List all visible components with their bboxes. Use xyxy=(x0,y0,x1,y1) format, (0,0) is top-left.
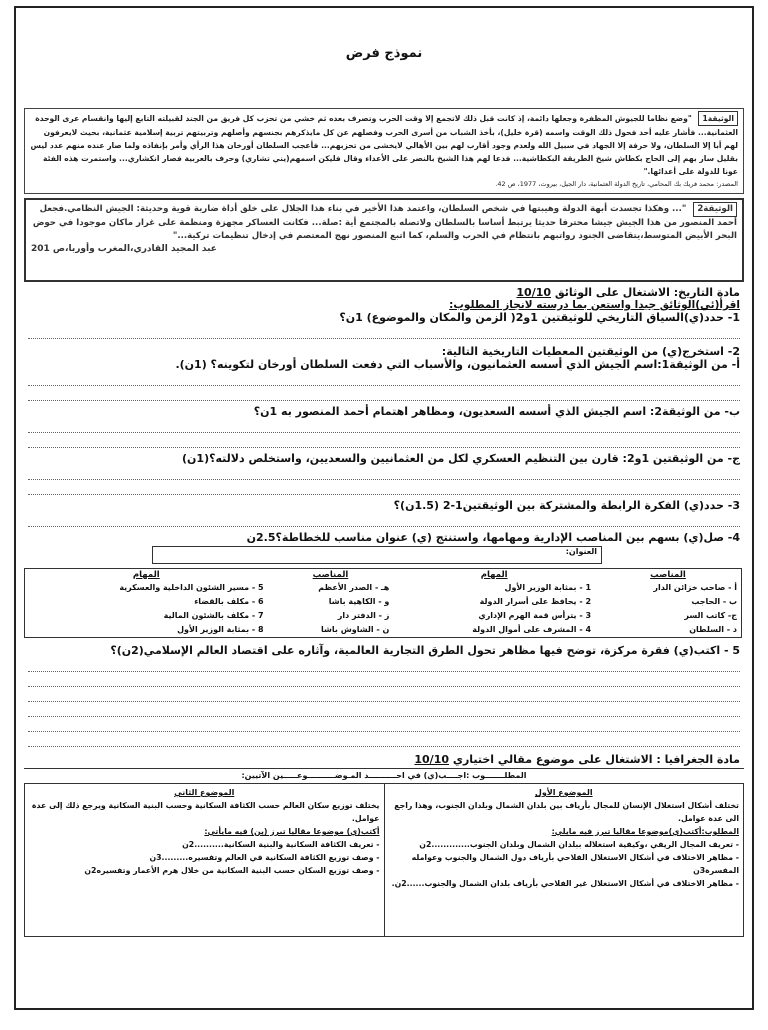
document-2-text: "... وهكذا تجسدت أبهة الدولة وهيبتها في شخص السلطان، واعتمد هذا الأخير في بناء هذا الجلال على خلق أداة ضاربة قوية وحديثة: الجيش النظامي.فجعل أحمد المنصور من هذا الجيش جيشا محترفا حديثا يرتبط أساسا بالسلطان ولاتصله بالمجتمع أية :صلة... فكانت العساكر مجهزة ومنظمة على غرار ماكان موجودا في حوض البحر الأبيض المتوسط،يتقاضى الجنود رواتبهم بانتظام في الحرب والسلم، كما اتبع المنصور نهج المعتصم في إدخال تنظيمات تركية..." xyxy=(32,204,737,241)
topic-2-head: الموضوع الثاني xyxy=(174,788,235,797)
post-item[interactable]: ز - الدفتر دار xyxy=(337,611,390,620)
topic-1-head: الموضوع الأول xyxy=(534,788,593,797)
page-title: نموذج فرض xyxy=(345,46,423,61)
task-item[interactable]: 2 - يحافظ على أسرار الدولة xyxy=(479,597,592,606)
topic-2-item: - تعريف الكثافة السكانية والبنية السكانية..........2ن xyxy=(182,840,380,849)
topic-1-item: - تعريف المجال الريفي ،وكيفية استغلاله ببلدان الشمال وبلدان الجنوب.............2ن xyxy=(419,840,739,849)
question-2: 2- استخرج(ي) من الوثيقتين المعطيات التاريخية التالية: xyxy=(441,345,740,358)
task-item[interactable]: 3 - يترأس قمة الهرم الإداري xyxy=(478,611,592,620)
posts-tasks-table xyxy=(24,568,742,638)
document-2-source: عبد المجيد القادري،المغرب وأوربا،ص 201 xyxy=(31,244,217,254)
table-header-tasks: المهام xyxy=(480,570,508,580)
document-1-text: "وضع نظاما للجيوش المظفرة وجعلها دائمة، إذ كانت قبل ذلك لاتجمع إلا وقت الحرب وتصرف بعده ثم خشي من تحزب كل فريق من الجند لقبيلته التابع إليها وانقسام عرى الوحدة العثمانية... فأشار عليه أحد فحول ذلك الوقت واسمه (قرة خليل)، بأخذ الشباب من أسرى الحرب وفصلهم عن كل مايذكرهم بجنسهم وأصلهم وتربيتهم تربية إسلامية عثمانية، بحيث لايعرفون لهم أبا إلا السلطان، ولا حرفة إلا الجهاد في سبيل الله ولعدم وجود أقارب لهم بين الأهالي لايخشى من تحزبهم... فأعجب السلطان أورخان هذا الرأي وأمر بإنفاذه ولما صار عنده منهم عدد ليس بقليل سار بهم إلى الحاج بكطاش شيخ الطريقة البكطاشية... فدعا لهم هذا الشيخ بالنصر على الأعداء وقال فليكن اسمهم(يني تشاري) وحرف بالعربية فصار انكشاري... واستمرت هذه الفئة عونا للدولة على أعدائها." xyxy=(30,114,738,176)
answer-line[interactable] xyxy=(28,672,740,687)
answer-line[interactable] xyxy=(28,732,740,747)
topic-1-item: - مظاهر الاختلاف في أشكال الاستغلال الفلاحي بأرياف دول الشمال والجنوب وعوامله المفسرة3ن xyxy=(411,853,739,875)
topic-2-task: أكتب(ي) موضوعا مقاليا تبرز (ين) فيه مايأتي: xyxy=(204,827,380,836)
topics-container xyxy=(24,784,744,937)
table-header-posts: المناصب xyxy=(650,570,686,580)
post-item[interactable]: هـ - الصدر الأعظم xyxy=(318,583,390,592)
history-title: مادة التاريخ: الاشتغال على الوثائق xyxy=(554,286,740,299)
document-1-label: الوثيقة1 xyxy=(698,111,738,126)
question-5: 5 - اكتب(ي) فقرة مركزة، توضح فيها مظاهر تحول الطرق التجارية العالمية، وآثاره على اقتصاد العالم الإسلامي(2ن)؟ xyxy=(110,644,740,657)
topic-1-task: المطلوب:أكتب(ي)موضوعا مقاليا تبرز فيه مايلي: xyxy=(551,827,739,836)
task-item[interactable]: 8 - بمثابة الوزير الأول xyxy=(177,625,264,634)
table-header-posts: المناصب xyxy=(312,570,349,580)
table-row xyxy=(25,623,742,638)
document-1 xyxy=(24,108,744,194)
question-1: 1- حدد(ي)السياق التاريخي للوثيقتين 1و2( الزمن والمكان والموضوع) 1ن؟ xyxy=(339,311,740,324)
answer-line[interactable] xyxy=(28,324,740,339)
task-item[interactable]: 5 - مسير الشئون الداخلية والعسكرية xyxy=(119,583,264,592)
table-row xyxy=(25,595,742,609)
post-item[interactable]: ج- كاتب السر xyxy=(684,611,737,620)
task-item[interactable]: 6 - مكلف بالقضاء xyxy=(194,597,264,606)
history-section-title xyxy=(28,286,740,299)
question-2a: أ- من الوثيقة1:اسم الجيش الذي أسسه العثمانيون، والأسباب التي دفعت السلطان أورخان لتكوينه؟ (1ن). xyxy=(175,358,740,371)
post-item[interactable]: ب - الحاجب xyxy=(691,597,737,606)
answer-line[interactable] xyxy=(28,687,740,702)
answer-line[interactable] xyxy=(28,512,740,527)
answer-line[interactable] xyxy=(28,702,740,717)
post-item[interactable]: ن - الشاوش باشا xyxy=(321,625,390,634)
task-item[interactable]: 1 - بمثابة الوزير الأول xyxy=(504,583,592,592)
document-2-label: الوثيقة2 xyxy=(693,202,737,217)
post-item[interactable]: أ - صاحب خزائن الدار xyxy=(653,583,737,592)
answer-line[interactable] xyxy=(28,480,740,495)
topic-2[interactable] xyxy=(25,784,384,936)
question-2c: ج- من الوثيقتين 1و2: قارن بين التنظيم العسكري لكل من العثمانيين والسعديين، واستخلص دلالته؟(1ن) xyxy=(182,452,740,465)
question-4: 4- صل(ي) بسهم بين المناصب الإدارية ومهامها، واستنتج (ي) عنوان مناسب للخطاطة؟2.5ن xyxy=(246,531,740,544)
document-1-source: المصدر: محمد فريك بك المحامي، تاريخ الدولة العثمانية، دار الجيل، بيروت، 1977، ص 42. xyxy=(495,180,738,188)
topic-1-item: - مظاهر الاختلاف في أشكال الاستغلال غير الفلاحي بأرياف بلدان الشمال والجنوب......2ن. xyxy=(391,879,739,888)
exam-page xyxy=(14,6,754,1010)
document-2 xyxy=(24,198,744,282)
answer-line[interactable] xyxy=(28,433,740,448)
history-score: 10/10 xyxy=(516,286,552,299)
geography-score: 10/10 xyxy=(414,753,450,766)
topic-1[interactable] xyxy=(384,784,744,936)
topic-2-intro: يختلف توزيع سكان العالم حسب الكثافة السكانية وحسب البنية السكانية ويرجع ذلك إلى عدة عوامل. xyxy=(31,801,380,823)
geography-section-title xyxy=(28,753,740,766)
question-3: 3- حدد(ي) الفكرة الرابطة والمشتركة بين الوثيقتين1-2 (1.5ن)؟ xyxy=(393,499,740,512)
answer-line[interactable] xyxy=(28,717,740,732)
diagram-title-field[interactable] xyxy=(152,546,602,564)
table-header-tasks: المهام xyxy=(132,570,160,580)
topic-2-item: - وصف توزيع السكان حسب البنية السكانية من خلال هرم الأعمار وتفسيره2ن xyxy=(84,866,380,875)
task-item[interactable]: 4 - المشرف على أموال الدولة xyxy=(472,625,592,634)
answer-line[interactable] xyxy=(28,418,740,433)
answer-line[interactable] xyxy=(28,371,740,386)
diagram-title-row xyxy=(16,546,752,566)
answer-line[interactable] xyxy=(28,465,740,480)
diagram-title-label: العنوان: xyxy=(565,547,597,556)
post-item[interactable]: د - السلطان xyxy=(689,625,737,634)
task-item[interactable]: 7 - مكلف بالشئون المالية xyxy=(163,611,264,620)
post-item[interactable]: و - الكاهية باشا xyxy=(328,597,390,606)
choice-instruction: المطلـــــــوب :اجــــب(ي) في احــــــــــد المـوضــــــــــوعـــــين الآتيين: xyxy=(24,768,744,784)
topic-2-item: - وصف توزيع الكثافة السكانية في العالم وتفسيره.........3ن xyxy=(149,853,380,862)
question-2b: ب- من الوثيقة2: اسم الجيش الذي أسسه السعديون، ومظاهر اهتمام أحمد المنصور به 1ن؟ xyxy=(253,405,740,418)
answer-line[interactable] xyxy=(28,657,740,672)
topic-1-intro: تختلف أشكال استغلال الإنسان للمجال بأرياف بين بلدان الشمال وبلدان الجنوب، وهذا راجع الى عدة عوامل. xyxy=(394,801,739,823)
table-row xyxy=(25,609,742,623)
geography-title: مادة الجغرافيا : الاشتغال على موضوع مقالي اختياري xyxy=(452,753,740,766)
table-row xyxy=(25,581,742,595)
history-instruction: اقرأ(ئي)الوثائق جيدا واستعن بما درسته لانجاز المطلوب: xyxy=(449,299,740,311)
answer-line[interactable] xyxy=(28,386,740,401)
